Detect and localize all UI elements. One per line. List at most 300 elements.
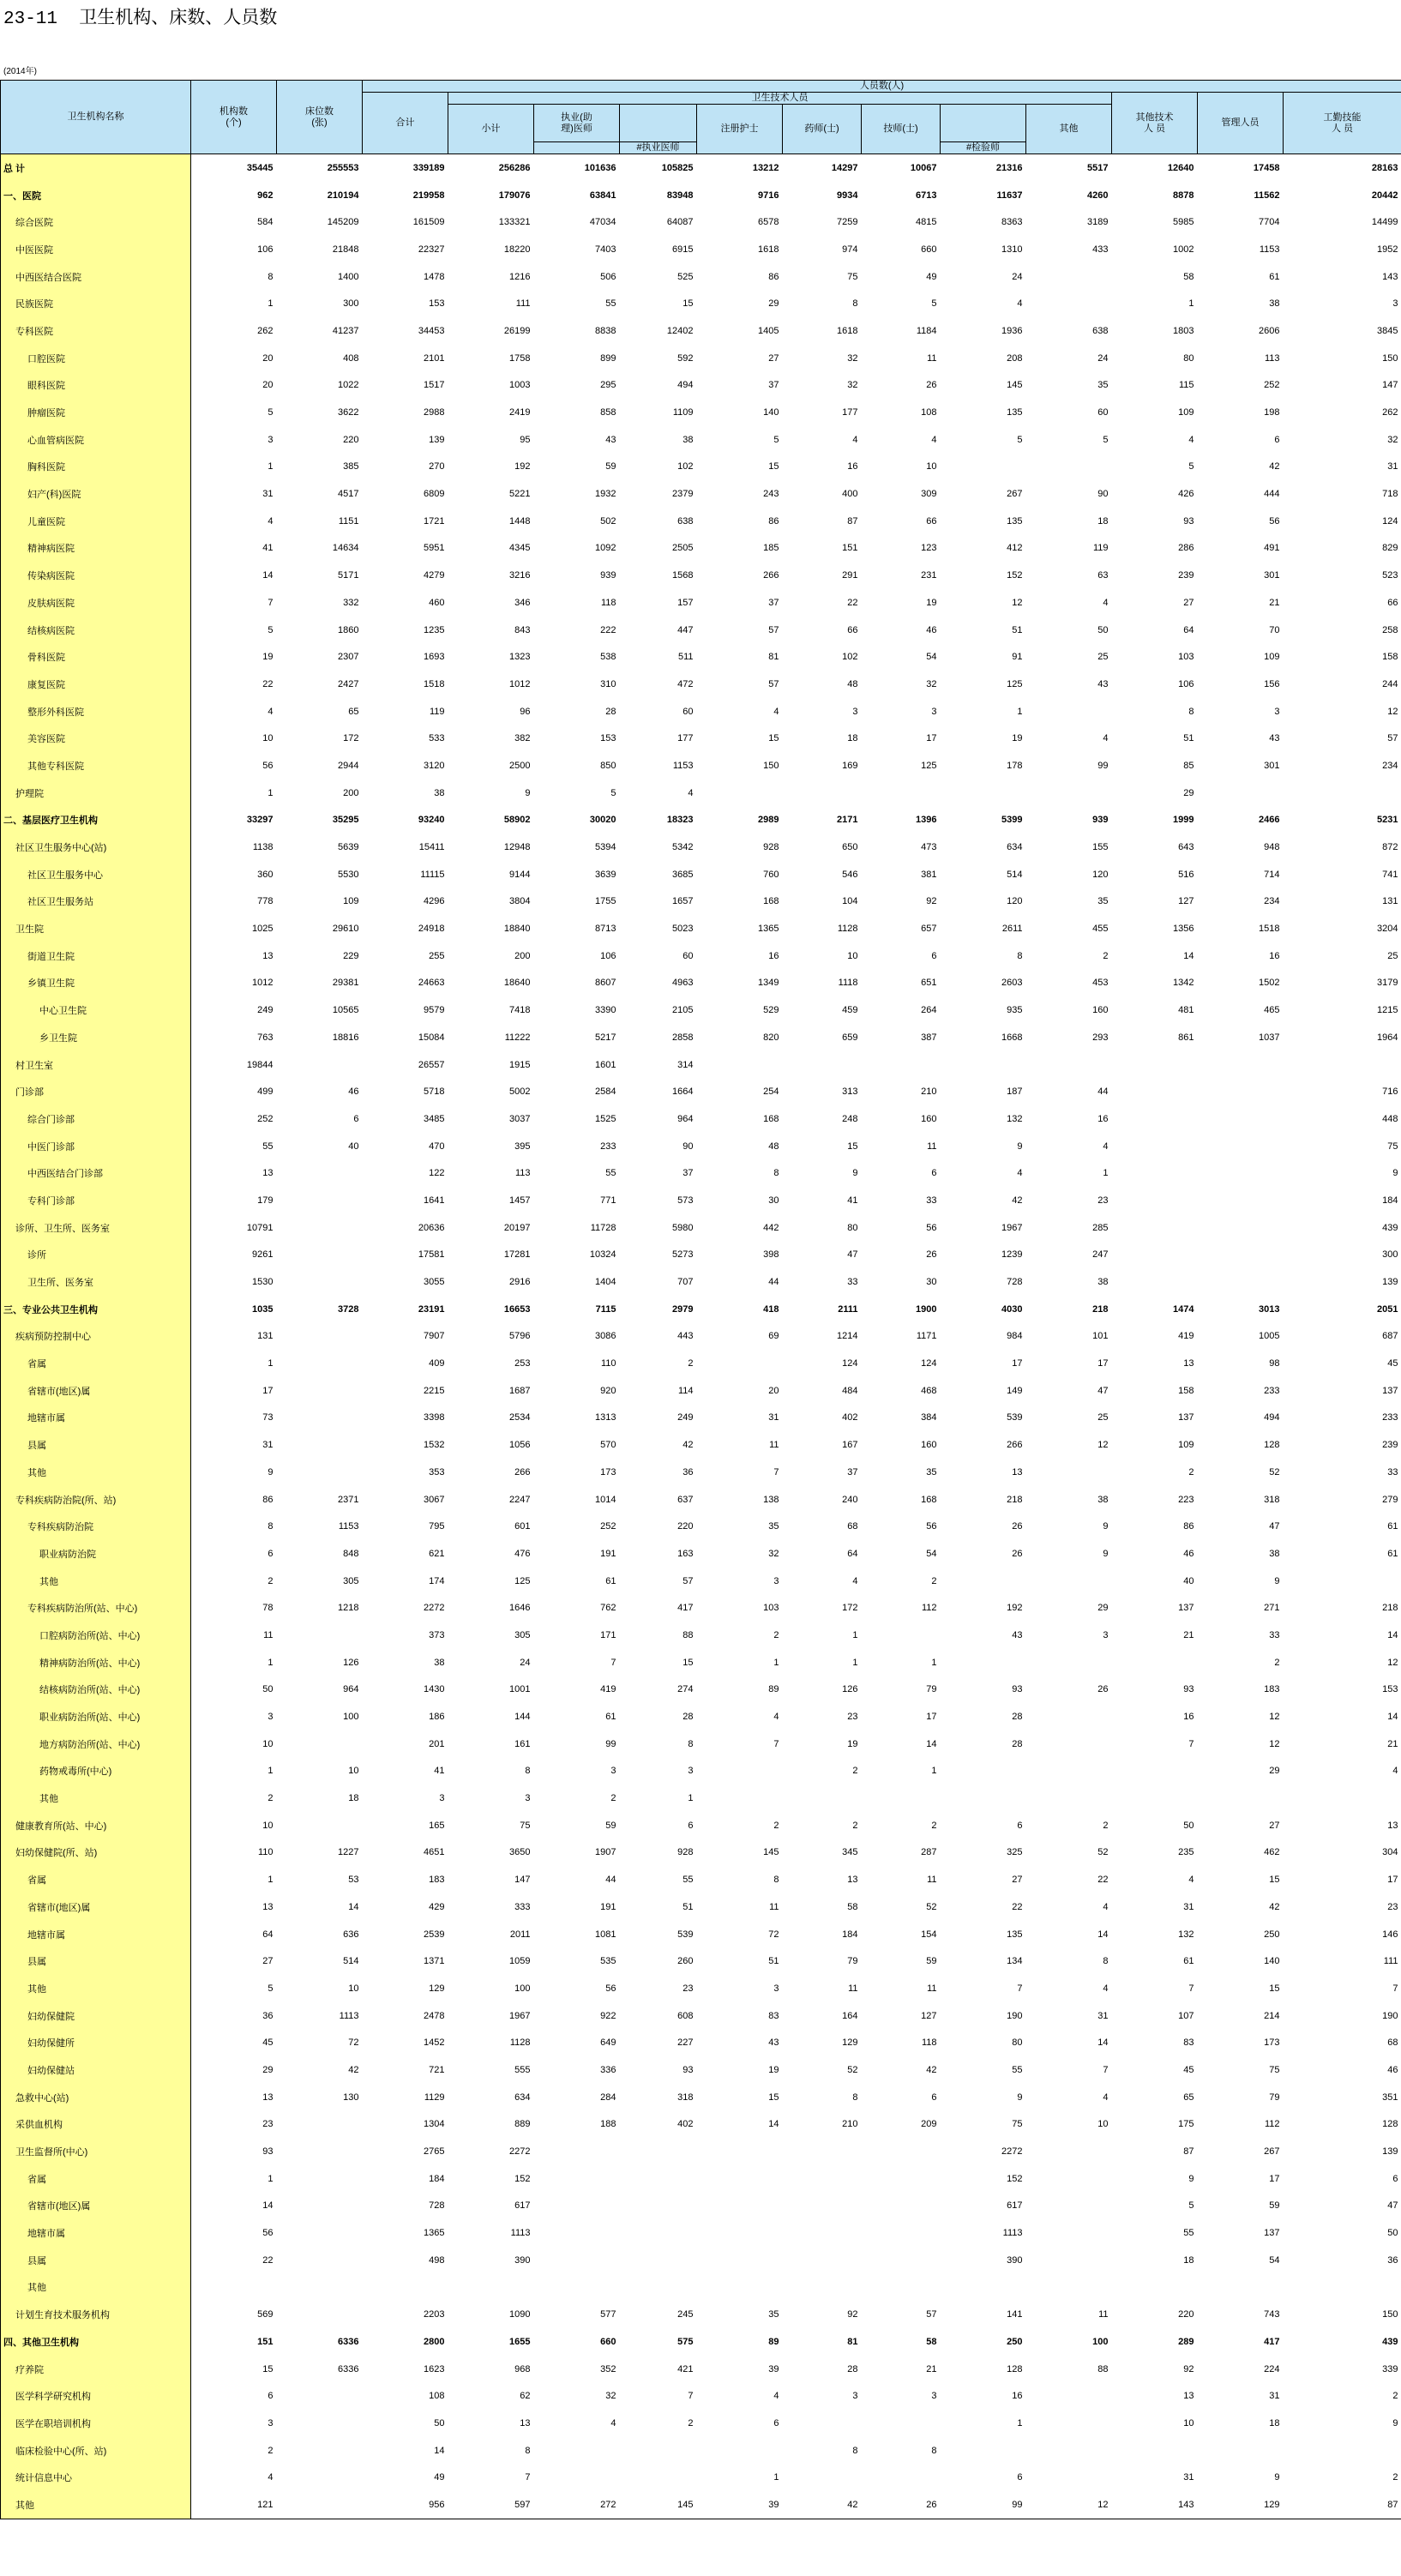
row-name: 专科疾病防治院 — [1, 1513, 191, 1540]
row-value — [1026, 779, 1112, 807]
row-value — [277, 2410, 363, 2437]
row-value: 57 — [682, 1575, 694, 1586]
table-row — [1, 2382, 1401, 2410]
row-value: 52 — [847, 2064, 858, 2075]
row-value: 3189 — [1087, 217, 1109, 228]
row-value: 13 — [262, 1168, 274, 1179]
row-value: 220 — [343, 434, 359, 445]
row-value: 192 — [1007, 1603, 1023, 1614]
row-value: 935 — [1007, 1005, 1023, 1016]
row-value: 1952 — [1377, 244, 1398, 255]
row-value: 151 — [842, 543, 858, 554]
row-value: 7 — [1188, 1738, 1194, 1749]
header-practicing: #执业医师 — [620, 142, 697, 154]
row-value: 233 — [1382, 1412, 1398, 1423]
row-value: 15 — [1269, 1875, 1280, 1886]
row-value: 16 — [1097, 1113, 1109, 1124]
row-value: 1037 — [1259, 1032, 1280, 1043]
table-row — [1, 779, 1401, 807]
row-value: 1964 — [1377, 1032, 1398, 1043]
row-value: 3120 — [424, 760, 445, 771]
row-value: 7 — [688, 2391, 694, 2402]
row-value: 145209 — [327, 217, 359, 228]
row-value: 5639 — [338, 842, 359, 853]
row-value: 92 — [926, 896, 937, 907]
row-value: 47034 — [589, 217, 616, 228]
row-value: 2 — [1392, 2472, 1398, 2483]
row-value: 390 — [514, 2254, 531, 2266]
row-value: 66 — [1387, 597, 1398, 608]
row-value: 1693 — [424, 652, 445, 663]
row-value: 254 — [763, 1086, 779, 1098]
row-value: 8363 — [1001, 217, 1023, 228]
row-value: 25 — [1097, 1412, 1109, 1423]
table-row — [1, 2219, 1401, 2247]
row-value: 243 — [763, 489, 779, 500]
table-row — [1, 1242, 1401, 1269]
row-value: 19 — [926, 597, 937, 608]
row-value: 525 — [677, 271, 694, 282]
row-value: 234 — [1264, 896, 1280, 907]
row-value: 395 — [514, 1141, 531, 1152]
row-value: 137 — [1264, 2228, 1280, 2239]
row-value: 1 — [1188, 298, 1194, 310]
row-value — [277, 2464, 363, 2491]
table-row — [1, 1187, 1401, 1214]
row-value: 122 — [429, 1168, 445, 1179]
row-value — [1198, 1105, 1284, 1133]
row-value: 14634 — [332, 543, 359, 554]
row-value: 105825 — [661, 162, 694, 173]
row-value: 146 — [1382, 1929, 1398, 1940]
row-value: 191 — [600, 1901, 616, 1912]
row-value: 494 — [677, 380, 694, 391]
row-value: 64 — [1183, 624, 1194, 635]
table-row — [1, 535, 1401, 563]
row-value: 6 — [773, 2417, 779, 2429]
row-value: 13 — [1183, 2391, 1194, 2402]
row-value: 15 — [682, 1657, 694, 1668]
row-value — [277, 1622, 363, 1649]
row-name: 其他 — [1, 2274, 191, 2302]
row-value: 447 — [677, 624, 694, 635]
table-row — [1, 2193, 1401, 2220]
row-value: 3685 — [672, 869, 694, 880]
row-value: 820 — [763, 1032, 779, 1043]
row-value: 37 — [768, 380, 779, 391]
row-value: 190 — [1382, 2010, 1398, 2021]
row-value — [941, 1649, 1026, 1676]
row-value: 16 — [847, 461, 858, 472]
row-value: 47 — [1269, 1521, 1280, 1532]
row-value: 514 — [343, 1956, 359, 1967]
row-value: 1396 — [916, 815, 937, 826]
table-row — [1, 752, 1401, 779]
row-value: 15 — [768, 2091, 779, 2103]
row-value: 597 — [448, 2491, 534, 2519]
row-value: 129 — [842, 2037, 858, 2049]
row-value: 17 — [926, 733, 937, 744]
row-value: 35445 — [246, 162, 274, 173]
row-value: 20 — [262, 352, 274, 364]
row-value: 137 — [1382, 1385, 1398, 1396]
row-value: 1365 — [758, 924, 779, 935]
row-value: 4 — [852, 1575, 858, 1586]
table-row — [1, 2464, 1401, 2491]
row-value: 200 — [514, 950, 531, 961]
row-value: 100 — [1092, 2336, 1109, 2347]
row-value: 43 — [1269, 733, 1280, 744]
row-value — [277, 2138, 363, 2165]
row-value: 8838 — [595, 325, 616, 336]
row-value: 2989 — [758, 815, 779, 826]
row-value: 2105 — [672, 1005, 694, 1016]
row-value: 8 — [852, 2091, 858, 2103]
row-value: 41 — [434, 1766, 445, 1777]
row-value: 439 — [1382, 1222, 1398, 1233]
table-row — [1, 1268, 1401, 1296]
row-value: 1 — [268, 461, 274, 472]
header-doctor-under — [534, 142, 620, 154]
table-row — [1, 1812, 1401, 1839]
row-name: 结核病医院 — [1, 617, 191, 644]
row-value: 138 — [763, 1494, 779, 1505]
table-row — [1, 1622, 1401, 1649]
row-value — [1026, 698, 1112, 725]
header-practicing-blank — [620, 105, 697, 142]
row-value: 8607 — [595, 978, 616, 989]
row-value: 218 — [1092, 1303, 1109, 1315]
row-value: 81 — [847, 2336, 858, 2347]
row-value: 50 — [1097, 624, 1109, 635]
row-value: 332 — [343, 597, 359, 608]
row-value: 40 — [1183, 1575, 1194, 1586]
row-value: 13 — [262, 2091, 274, 2103]
row-value: 80 — [1012, 2037, 1023, 2049]
row-value: 295 — [600, 380, 616, 391]
row-value: 17 — [1387, 1875, 1398, 1886]
header-labsub: #检验师 — [941, 142, 1026, 154]
row-value: 262 — [257, 325, 274, 336]
row-value: 66 — [847, 624, 858, 635]
row-value: 795 — [429, 1521, 445, 1532]
row-value: 266 — [514, 1466, 531, 1478]
row-value: 61 — [1269, 271, 1280, 282]
row-value — [1198, 779, 1284, 807]
row-name: 职业病防治所(站、中心) — [1, 1703, 191, 1730]
row-value: 58 — [847, 1901, 858, 1912]
table-row — [1, 643, 1401, 671]
row-value: 86 — [1183, 1521, 1194, 1532]
row-name: 四、其他卫生机构 — [1, 2328, 191, 2356]
row-value: 8 — [852, 2445, 858, 2456]
row-value: 4 — [1188, 434, 1194, 445]
row-value: 455 — [1092, 924, 1109, 935]
table-row — [1, 589, 1401, 617]
row-value: 99 — [605, 1738, 616, 1749]
row-value: 2 — [268, 1793, 274, 1804]
row-value: 962 — [257, 190, 274, 201]
row-value: 516 — [1178, 869, 1194, 880]
row-value: 121 — [191, 2491, 277, 2519]
row-value: 25 — [1387, 950, 1398, 961]
row-value: 4 — [1017, 298, 1023, 310]
row-value: 2 — [1103, 950, 1109, 961]
row-value: 8 — [688, 1738, 694, 1749]
row-value: 2944 — [338, 760, 359, 771]
row-name: 其他 — [1, 1568, 191, 1595]
row-value: 2 — [610, 1793, 616, 1804]
row-value: 152 — [1007, 570, 1023, 581]
row-value: 41 — [262, 543, 274, 554]
row-value: 83948 — [666, 190, 694, 201]
row-value — [783, 1051, 862, 1079]
row-value: 83 — [1183, 2037, 1194, 2049]
row-value: 1525 — [595, 1113, 616, 1124]
row-value: 2916 — [509, 1277, 531, 1288]
row-value: 968 — [514, 2363, 531, 2374]
row-value: 23191 — [418, 1303, 445, 1315]
row-value: 2051 — [1377, 1303, 1398, 1315]
row-value: 43 — [1012, 1629, 1023, 1640]
row-value: 35295 — [332, 815, 359, 826]
row-value: 132 — [1178, 1929, 1194, 1940]
table-row — [1, 454, 1401, 481]
row-value: 45 — [262, 2037, 274, 2049]
table-row — [1, 2002, 1401, 2030]
table-row — [1, 1459, 1401, 1486]
row-value: 227 — [677, 2037, 694, 2049]
row-value: 28 — [682, 1712, 694, 1723]
row-value: 3 — [525, 1793, 531, 1804]
row-value: 2765 — [424, 2146, 445, 2158]
row-value: 28 — [605, 706, 616, 717]
row-value: 956 — [363, 2491, 448, 2519]
row-value — [1284, 1051, 1401, 1079]
row-value: 1530 — [252, 1277, 274, 1288]
row-value: 46 — [926, 624, 937, 635]
row-value: 529 — [763, 1005, 779, 1016]
table-row — [1, 1159, 1401, 1187]
row-value: 11728 — [590, 1222, 616, 1233]
row-value: 139 — [429, 434, 445, 445]
row-value: 258 — [1382, 624, 1398, 635]
row-value: 200 — [343, 787, 359, 798]
row-value: 1239 — [1001, 1249, 1023, 1261]
row-value: 177 — [677, 733, 694, 744]
table-row — [1, 807, 1401, 834]
table-row — [1, 2301, 1401, 2328]
row-value: 35 — [768, 2309, 779, 2320]
row-name: 社区卫生服务中心 — [1, 861, 191, 888]
row-name: 专科门诊部 — [1, 1187, 191, 1214]
row-value: 80 — [847, 1222, 858, 1233]
row-value: 1657 — [672, 896, 694, 907]
row-value: 1 — [931, 1766, 937, 1777]
row-value: 100 — [514, 1983, 531, 1994]
row-value: 1 — [773, 1657, 779, 1668]
row-value: 18 — [348, 1793, 359, 1804]
row-value: 1005 — [1259, 1331, 1280, 1342]
row-value: 1092 — [595, 543, 616, 554]
row-name: 心血管病医院 — [1, 426, 191, 454]
row-value: 25 — [1097, 652, 1109, 663]
row-value: 41 — [847, 1195, 858, 1206]
row-value: 133321 — [498, 217, 531, 228]
row-value: 27 — [262, 1956, 274, 1967]
row-value: 9716 — [758, 190, 779, 201]
row-value: 476 — [514, 1548, 531, 1559]
row-value: 58 — [1183, 271, 1194, 282]
row-value: 1113 — [339, 2010, 359, 2021]
row-value: 64 — [262, 1929, 274, 1940]
row-value — [1198, 1159, 1284, 1187]
row-value: 4 — [773, 706, 779, 717]
table-row — [1, 480, 1401, 508]
row-value: 183 — [1264, 1684, 1280, 1695]
row-value: 18220 — [503, 244, 531, 255]
row-value: 1304 — [424, 2119, 445, 2130]
row-value: 1035 — [252, 1303, 274, 1315]
row-value: 7 — [1103, 2064, 1109, 2075]
row-value: 11 — [927, 1141, 937, 1152]
row-value: 86 — [768, 271, 779, 282]
row-value: 61 — [605, 1712, 616, 1723]
row-value: 1967 — [509, 2010, 531, 2021]
row-value — [1198, 1187, 1284, 1214]
table-row — [1, 834, 1401, 861]
row-name: 其他 — [1, 1459, 191, 1486]
row-value: 6809 — [424, 489, 445, 500]
row-value: 1721 — [424, 515, 445, 527]
row-value: 17281 — [503, 1249, 531, 1261]
table-row — [1, 2084, 1401, 2111]
row-value — [783, 2219, 862, 2247]
row-value: 398 — [763, 1249, 779, 1261]
row-value — [1026, 1703, 1112, 1730]
row-value: 2 — [268, 1575, 274, 1586]
row-value: 267 — [1264, 2146, 1280, 2158]
row-value: 106 — [600, 950, 616, 961]
row-value: 339 — [1382, 2363, 1398, 2374]
row-value — [1026, 2165, 1112, 2193]
row-value: 2500 — [509, 760, 531, 771]
row-value: 459 — [842, 1005, 858, 1016]
row-value: 9 — [1188, 2173, 1194, 2184]
row-name: 乡卫生院 — [1, 1024, 191, 1051]
row-value: 1129 — [424, 2091, 445, 2103]
row-value: 3 — [439, 1793, 445, 1804]
row-value: 31 — [262, 489, 274, 500]
row-value — [783, 2165, 862, 2193]
row-value: 304 — [1382, 1847, 1398, 1858]
row-value: 1153 — [338, 1521, 359, 1532]
row-value: 12640 — [1167, 162, 1194, 173]
row-value: 426 — [1178, 489, 1194, 500]
row-value: 250 — [1264, 1929, 1280, 1940]
row-value: 1371 — [424, 1956, 445, 1967]
row-value: 83 — [768, 2010, 779, 2021]
row-value: 8878 — [1173, 190, 1194, 201]
row-value: 12 — [1269, 1738, 1280, 1749]
row-value: 13 — [1387, 1820, 1398, 1831]
row-value: 1641 — [424, 1195, 445, 1206]
row-value: 3086 — [595, 1331, 616, 1342]
row-value: 928 — [677, 1847, 694, 1858]
row-value: 325 — [1007, 1847, 1023, 1858]
row-value: 7115 — [595, 1303, 616, 1315]
row-value: 143 — [1112, 2491, 1198, 2519]
row-value: 1218 — [338, 1603, 359, 1614]
row-value: 5342 — [672, 842, 694, 853]
row-value: 9 — [1017, 2091, 1023, 2103]
row-value — [1026, 1459, 1112, 1486]
row-value: 59 — [605, 1820, 616, 1831]
row-value — [1198, 1268, 1284, 1296]
row-value: 252 — [600, 1521, 616, 1532]
row-value: 271 — [1264, 1603, 1280, 1614]
row-value: 48 — [768, 1141, 779, 1152]
row-value: 3204 — [1377, 924, 1398, 935]
row-value: 2215 — [424, 1385, 445, 1396]
row-value: 5 — [1188, 461, 1194, 472]
row-value: 31 — [1097, 2010, 1109, 2021]
row-value: 57 — [1387, 733, 1398, 744]
row-value: 41237 — [332, 325, 359, 336]
table-row — [1, 725, 1401, 752]
row-value: 11 — [927, 352, 937, 364]
row-value: 160 — [921, 1440, 937, 1451]
row-value: 56 — [262, 760, 274, 771]
row-value: 107 — [1178, 2010, 1194, 2021]
row-value: 384 — [921, 1412, 937, 1423]
row-value: 52 — [926, 1901, 937, 1912]
row-value: 88 — [682, 1629, 694, 1640]
row-name: 其他 — [1, 2491, 191, 2519]
row-value: 1 — [1017, 2417, 1023, 2429]
row-name: 专科疾病防治所(站、中心) — [1, 1594, 191, 1622]
row-value: 10 — [926, 461, 937, 472]
row-value — [1026, 2464, 1112, 2491]
row-value: 153 — [429, 298, 445, 310]
row-value — [620, 2165, 697, 2193]
table-row — [1, 236, 1401, 263]
table-row — [1, 915, 1401, 942]
row-value: 158 — [1178, 1385, 1194, 1396]
row-value — [1198, 1785, 1284, 1812]
row-value: 79 — [847, 1956, 858, 1967]
row-value: 20442 — [1371, 190, 1398, 201]
row-value: 1457 — [509, 1195, 531, 1206]
row-value: 3 — [268, 1712, 274, 1723]
row-value: 601 — [514, 1521, 531, 1532]
row-value: 3 — [773, 1575, 779, 1586]
row-value: 1668 — [1001, 1032, 1023, 1043]
row-value: 63841 — [589, 190, 616, 201]
row-value — [1198, 1133, 1284, 1160]
row-name: 药物戒毒所(中心) — [1, 1758, 191, 1785]
row-name: 省辖市(地区)属 — [1, 2193, 191, 2220]
row-value: 473 — [921, 842, 937, 853]
row-value: 1365 — [424, 2228, 445, 2239]
row-value: 13 — [1012, 1466, 1023, 1478]
row-value: 1532 — [424, 1440, 445, 1451]
row-value: 192 — [514, 461, 531, 472]
table-row — [1, 345, 1401, 372]
row-value: 634 — [1007, 842, 1023, 853]
row-value: 5 — [931, 298, 937, 310]
row-name: 精神病医院 — [1, 535, 191, 563]
